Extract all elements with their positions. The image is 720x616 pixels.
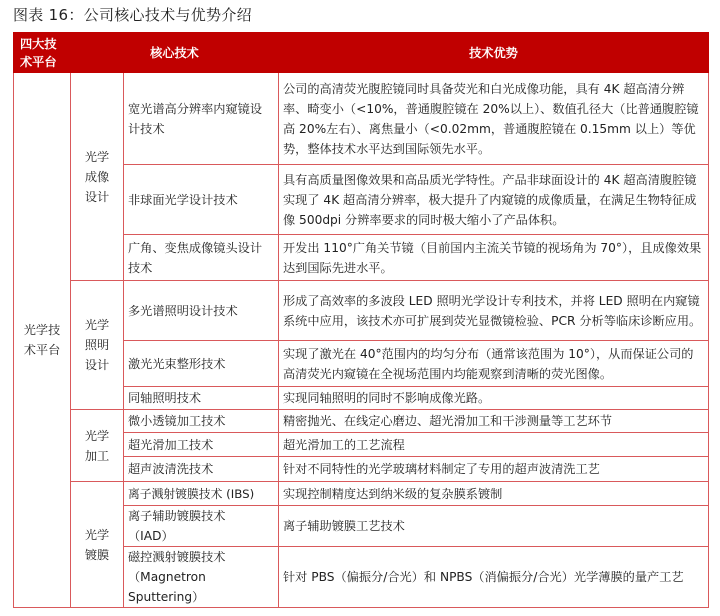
table-row [14, 482, 709, 506]
tech-name: 超光滑加工技术 [124, 433, 279, 457]
tech-advantage: 离子辅助镀膜工艺技术 [279, 506, 709, 547]
tech-advantage: 针对 PBS（偏振分/合光）和 NPBS（消偏振分/合光）光学薄膜的量产工艺 [279, 547, 709, 608]
tech-name: 超声波清洗技术 [124, 457, 279, 482]
tech-advantage: 实现了激光在 40°范围内的均匀分布（通常该范围为 10°），从而保证公司的高清荧光内窥镜在全视场范围内均能观察到清晰的荧光图像。 [279, 341, 709, 387]
header-platform [14, 33, 71, 73]
core-technology-table [13, 32, 709, 608]
tech-advantage: 针对不同特性的光学玻璃材料制定了专用的超声波清洗工艺 [279, 457, 709, 482]
header-core-tech: 核心技术 [71, 33, 279, 73]
tech-name: 同轴照明技术 [124, 387, 279, 410]
tech-name: 离子辅助镀膜技术（IAD） [124, 506, 279, 547]
group-illumination-design [71, 281, 124, 410]
group-optical-processing [71, 410, 124, 482]
group-name-line: 光学 [84, 318, 110, 332]
group-name-line: 光学 [84, 428, 110, 443]
platform-line2: 术平台 [23, 343, 61, 357]
tech-advantage: 精密抛光、在线定心磨边、超光滑加工和干涉测量等工艺环节 [279, 410, 709, 433]
tech-name: 激光光束整形技术 [124, 341, 279, 387]
table-row [14, 73, 709, 165]
table-row [14, 281, 709, 341]
tech-advantage: 实现控制精度达到纳米级的复杂膜系镀制 [279, 482, 709, 506]
tech-name: 广角、变焦成像镜头设计技术 [124, 235, 279, 281]
group-imaging-design [71, 73, 124, 281]
tech-name: 非球面光学设计技术 [124, 165, 279, 235]
tech-advantage: 具有高质量图像效果和高品质光学特性。产品非球面设计的 4K 超高清腹腔镜实现了 4K 超高清分辨率，极大提升了内窥镜的成像质量，在满足生物特征成像 500dpi 分辨率要求的同时极大缩小了产品体积。 [279, 165, 709, 235]
tech-advantage: 开发出 110°广角关节镜（目前国内主流关节镜的视场角为 70°），且成像效果达到国际先进水平。 [279, 235, 709, 281]
group-name-line: 光学 [84, 149, 110, 164]
group-name-line: 成像 [84, 169, 110, 184]
platform-line1: 光学技 [23, 323, 61, 337]
group-name-line: 设计 [84, 189, 110, 204]
figure-title: 图表 16：公司核心技术与优势介绍 [13, 6, 252, 24]
group-name-line: 加工 [84, 448, 110, 463]
tech-advantage: 超光滑加工的工艺流程 [279, 433, 709, 457]
tech-name: 多光谱照明设计技术 [124, 281, 279, 341]
header-platform-line1: 四大技 [20, 36, 57, 51]
tech-name: 微小透镜加工技术 [124, 410, 279, 433]
group-name-line: 设计 [84, 358, 110, 372]
header-advantage: 技术优势 [279, 33, 709, 73]
tech-name: 宽光谱高分辨率内窥镜设计技术 [124, 73, 279, 165]
tech-advantage: 公司的高清荧光腹腔镜同时具备荧光和白光成像功能，具有 4K 超高清分辨率、畸变小（<10%，普通腹腔镜在 20%以上）、数值孔径大（比普通腹腔镜高 20%左右）、离焦量小（<0.02mm，普通腹腔镜在 0.15mm 以上）等优势，整体技术水平达到国际领先水平。 [279, 73, 709, 165]
tech-name: 磁控溅射镀膜技术（Magnetron Sputtering） [124, 547, 279, 608]
tech-advantage: 实现同轴照明的同时不影响成像光路。 [279, 387, 709, 410]
platform-cell [14, 73, 71, 608]
group-optical-coating [71, 482, 124, 608]
table-row [14, 410, 709, 433]
tech-name: 离子溅射镀膜技术 (IBS) [124, 482, 279, 506]
header-platform-line2: 术平台 [20, 54, 57, 69]
group-name-line: 镀膜 [84, 547, 110, 562]
group-name-line: 光学 [84, 527, 110, 542]
tech-advantage: 形成了高效率的多波段 LED 照明光学设计专利技术，并将 LED 照明在内窥镜系统中应用，该技术亦可扩展到荧光显微镜检验、PCR 分析等临床诊断应用。 [279, 281, 709, 341]
group-name-line: 照明 [84, 338, 110, 352]
table-header-row [14, 33, 709, 73]
